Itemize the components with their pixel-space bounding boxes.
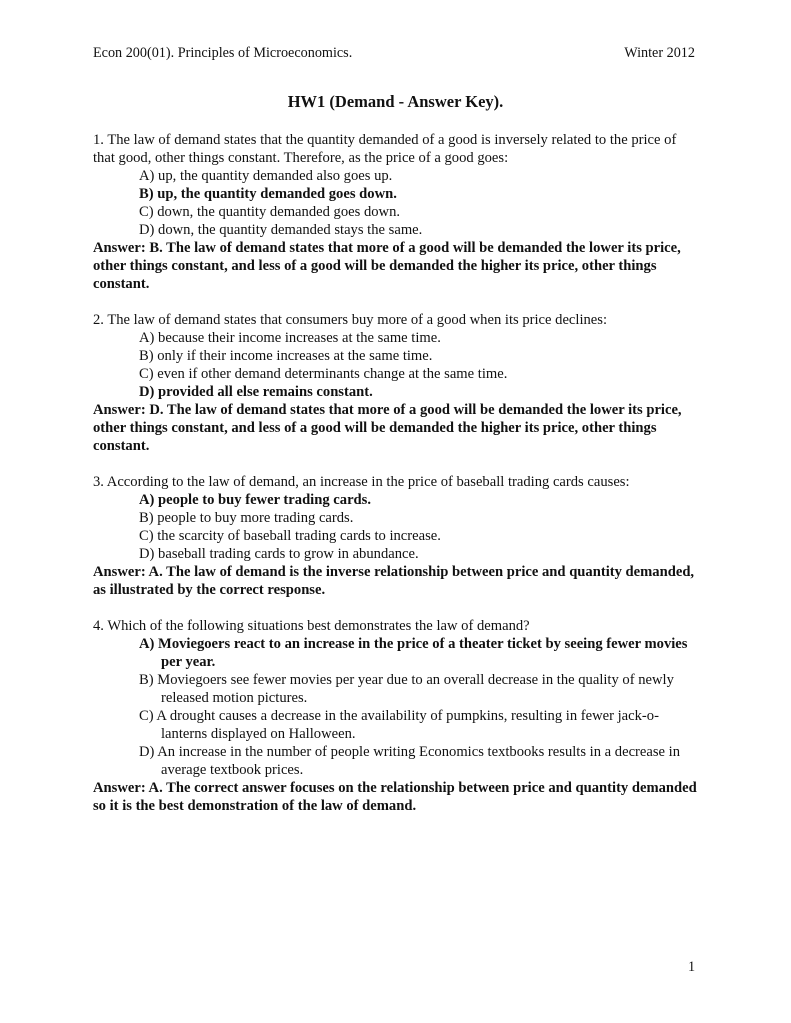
- document-title: HW1 (Demand - Answer Key).: [287, 92, 504, 111]
- option-d: D) down, the quantity demanded stays the same.: [139, 222, 423, 238]
- answer-explanation: Answer: A. The correct answer focuses on the relationship between price and quantity demanded so it is the best demonstration of the law of demand.: [93, 780, 697, 814]
- option-list: [93, 635, 697, 779]
- question-4: [93, 617, 697, 815]
- option-a-correct: A) people to buy fewer trading cards.: [139, 492, 371, 508]
- option-d: D) baseball trading cards to grow in abundance.: [139, 546, 419, 562]
- option-b-correct: B) up, the quantity demanded goes down.: [139, 186, 397, 202]
- question-1: [93, 131, 697, 293]
- question-2: [93, 311, 697, 455]
- option-c: C) down, the quantity demanded goes down.: [139, 204, 401, 220]
- option-a-correct: A) Moviegoers react to an increase in the price of a theater ticket by seeing fewer movies per year.: [139, 636, 688, 670]
- question-stem: 1. The law of demand states that the quantity demanded of a good is inversely related to the price of that good, other things constant. Therefore, as the price of a good goes:: [93, 132, 677, 166]
- answer-explanation: Answer: B. The law of demand states that more of a good will be demanded the lower its price, other things constant, and less of a good will be demanded the higher its price, other things constant.: [93, 240, 681, 292]
- option-b: B) Moviegoers see fewer movies per year due to an overall decrease in the quality of newly released motion pictures.: [139, 672, 674, 706]
- option-b: B) only if their income increases at the same time.: [139, 348, 433, 364]
- option-a: A) because their income increases at the same time.: [139, 330, 441, 346]
- course-title: Econ 200(01). Principles of Microeconomics.: [93, 45, 353, 61]
- questions-list: [93, 131, 697, 833]
- option-c: C) the scarcity of baseball trading cards to increase.: [139, 528, 441, 544]
- page-number: 1: [688, 959, 696, 975]
- question-stem: 3. According to the law of demand, an increase in the price of baseball trading cards causes:: [93, 474, 630, 490]
- option-c: C) A drought causes a decrease in the availability of pumpkins, resulting in fewer jack-o-lanterns displayed on Halloween.: [139, 708, 659, 742]
- option-c: C) even if other demand determinants change at the same time.: [139, 366, 508, 382]
- question-stem: 4. Which of the following situations best demonstrates the law of demand?: [93, 618, 530, 634]
- option-b: B) people to buy more trading cards.: [139, 510, 354, 526]
- option-a: A) up, the quantity demanded also goes up.: [139, 168, 393, 184]
- answer-explanation: Answer: D. The law of demand states that more of a good will be demanded the lower its price, other things constant, and less of a good will be demanded the higher its price, other things constant.: [93, 402, 682, 454]
- option-d-correct: D) provided all else remains constant.: [139, 384, 373, 400]
- option-list: [93, 167, 697, 239]
- option-list: [93, 329, 697, 401]
- page-header: [93, 45, 695, 62]
- term-label: Winter 2012: [624, 45, 695, 61]
- question-3: [93, 473, 697, 599]
- option-d: D) An increase in the number of people writing Economics textbooks results in a decrease in average textbook prices.: [139, 744, 681, 778]
- option-list: [93, 491, 697, 563]
- question-stem: 2. The law of demand states that consumers buy more of a good when its price declines:: [93, 312, 608, 328]
- answer-explanation: Answer: A. The law of demand is the inverse relationship between price and quantity demanded, as illustrated by the correct response.: [93, 564, 695, 598]
